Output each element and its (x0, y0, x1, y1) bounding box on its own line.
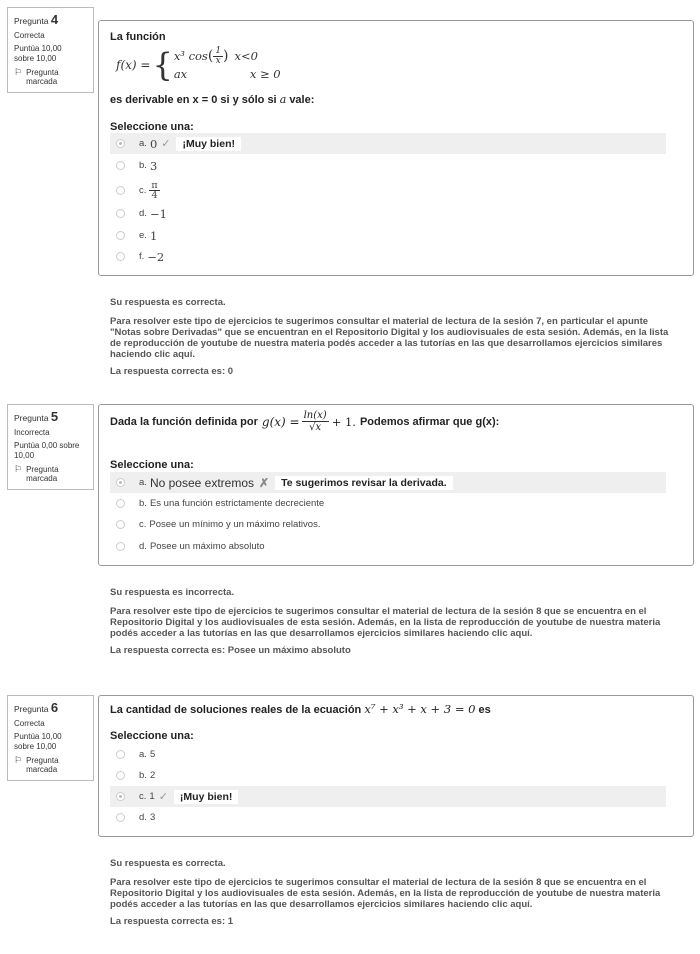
option-letter: f. (139, 251, 145, 262)
option-feedback: Te sugerimos revisar la derivada. (275, 476, 453, 490)
option-letter: a. (139, 477, 147, 488)
question-number-value: 4 (50, 12, 59, 27)
grade-line: sobre 10,00 (14, 742, 57, 751)
question-box-4 (98, 20, 694, 276)
stem-text: Dada la función definida por (110, 416, 258, 428)
option-letter: b. (139, 498, 147, 509)
stem-tail: Podemos afirmar que g(x): (359, 416, 500, 428)
correct-answer-text: La respuesta correcta es: 0 (110, 366, 234, 377)
case-2-expr: ax (173, 67, 188, 81)
option-value: −2 (147, 249, 165, 264)
question-stem (110, 702, 491, 716)
check-icon: ✓ (161, 138, 171, 150)
question-status: Correcta (14, 31, 45, 40)
case-1-cond: x<0 (234, 49, 258, 63)
stem-tail: vale: (289, 94, 315, 106)
option-value: Es una función estrictamente decreciente (149, 498, 325, 509)
check-icon: ✓ (158, 791, 168, 803)
option-value: Posee un máximo absoluto (149, 541, 265, 552)
question-label: Pregunta (14, 16, 49, 26)
case-1-expr: x³ cos (173, 49, 208, 63)
advice-text: Para resolver este tipo de ejercicios te sugerimos consultar el material de lectura de la sesión 8 que se encuentra en el Repositorio Digital y los audiovisuales de esta sesión. Además, en la lista de reproducción de youtube de nuestra materia podés acceder a las tutorías en las que desarrollamos ejercicios similares haciendo clic aquí. (110, 877, 661, 910)
question-grade (14, 732, 87, 752)
radio-button[interactable] (116, 542, 125, 551)
fraction-num: ln(x) (303, 410, 327, 421)
brace: { (152, 46, 173, 84)
radio-button[interactable] (116, 231, 125, 240)
question-status: Correcta (14, 719, 45, 728)
case-2 (174, 66, 281, 83)
stem-text: La cantidad de soluciones reales de la ecuación (110, 704, 362, 716)
option-letter: c. (139, 519, 147, 530)
question-feedback-6 (110, 858, 670, 927)
grade-line: Puntúa 0,00 sobre (14, 441, 80, 450)
radio-button[interactable] (116, 499, 125, 508)
option-value: 1 (149, 228, 158, 243)
answer-option[interactable] (110, 155, 666, 176)
radio-button[interactable] (116, 771, 125, 780)
option-letter: b. (139, 770, 147, 781)
flag-icon: ⚐ (14, 67, 23, 77)
radio-button[interactable] (116, 161, 125, 170)
question-grade (14, 44, 87, 64)
fraction (149, 181, 159, 201)
question-feedback-4 (110, 297, 670, 377)
radio-button[interactable] (116, 813, 125, 822)
option-value: 3 (149, 158, 158, 173)
fraction-num: π (151, 179, 158, 191)
select-label: Seleccione una: (110, 730, 194, 742)
option-feedback: ¡Muy bien! (174, 790, 239, 804)
option-feedback: ¡Muy bien! (176, 137, 241, 151)
question-stem (110, 411, 499, 433)
flag-label: Pregunta (26, 68, 59, 77)
answer-option[interactable] (110, 178, 666, 203)
select-label: Seleccione una: (110, 121, 194, 133)
answer-option[interactable] (110, 133, 666, 154)
option-value: −1 (149, 206, 167, 221)
flag-icon: ⚐ (14, 755, 23, 765)
option-value: 3 (149, 812, 156, 823)
option-letter: a. (139, 749, 147, 760)
flag-icon: ⚐ (14, 464, 23, 474)
cross-icon: ✗ (259, 475, 270, 490)
question-number (14, 700, 87, 715)
equation: x⁷ + x³ + x + 3 = 0 (364, 702, 476, 716)
stem-tail: es (478, 704, 491, 716)
advice-text: Para resolver este tipo de ejercicios te sugerimos consultar el material de lectura de la sesión 8 que se encuentra en el Repositorio Digital y los audiovisuales de esta sesión. Además, en la lista de reproducción de youtube de nuestra materia podés acceder a las tutorías en las que desarrollamos ejercicios similares haciendo clic aquí. (110, 606, 661, 639)
stem-plus: + 1. (331, 415, 356, 429)
answer-option[interactable] (110, 472, 666, 493)
question-grade (14, 441, 87, 461)
question-box-6 (98, 695, 694, 837)
fraction-den: 4 (151, 190, 158, 201)
option-value: 1 (149, 791, 155, 802)
radio-button[interactable] (116, 750, 125, 759)
question-info-5 (7, 404, 94, 490)
question-status: Incorrecta (14, 428, 50, 437)
paren: ( (207, 48, 214, 64)
flag-question-button[interactable] (14, 756, 87, 774)
flag-label: Pregunta (26, 465, 59, 474)
answer-option[interactable] (110, 493, 666, 514)
option-value: No posee extremos (149, 475, 254, 490)
radio-button[interactable] (116, 209, 125, 218)
result-text: Su respuesta es correcta. (110, 297, 226, 308)
fraction (213, 47, 223, 66)
option-value: 2 (149, 770, 156, 781)
flag-label: marcada (26, 77, 58, 86)
option-letter: d. (139, 541, 147, 552)
fraction (302, 411, 329, 433)
question-label: Pregunta (14, 413, 49, 423)
flag-label: Pregunta (26, 756, 59, 765)
correct-answer-text: La respuesta correcta es: Posee un máximo absoluto (110, 645, 351, 656)
question-box-5 (98, 404, 694, 566)
case-1 (174, 47, 281, 66)
flag-question-button[interactable] (14, 465, 87, 483)
answer-option[interactable] (110, 536, 666, 557)
function-name: g(x) = (261, 415, 300, 429)
option-letter: a. (139, 138, 147, 149)
answer-option[interactable] (110, 807, 666, 828)
radio-button[interactable] (116, 186, 125, 195)
cases (174, 47, 281, 83)
function-name: f(x) = (116, 58, 151, 72)
question-number-value: 6 (50, 700, 59, 715)
select-label: Seleccione una: (110, 459, 194, 471)
question-label: Pregunta (14, 704, 49, 714)
option-letter: c. (139, 791, 147, 802)
radio-button[interactable] (116, 520, 125, 529)
answer-option[interactable] (110, 786, 666, 807)
question-intro: La función (110, 31, 166, 43)
piecewise-function (116, 47, 281, 83)
option-letter: d. (139, 812, 147, 823)
answer-option[interactable] (110, 744, 666, 765)
answer-option[interactable] (110, 514, 666, 535)
correct-answer-text: La respuesta correcta es: 1 (110, 916, 234, 927)
stem-variable: a (279, 93, 287, 106)
radio-button[interactable] (116, 478, 125, 487)
option-value: 5 (149, 749, 156, 760)
fraction-den: x (215, 56, 221, 66)
option-letter: b. (139, 160, 147, 171)
result-text: Su respuesta es incorrecta. (110, 587, 235, 598)
answer-option[interactable] (110, 203, 666, 224)
question-number (14, 409, 87, 424)
question-stem (110, 93, 314, 106)
radio-button[interactable] (116, 792, 125, 801)
case-2-cond: x ≥ 0 (249, 67, 281, 81)
answer-option[interactable] (110, 246, 666, 267)
flag-label: marcada (26, 474, 58, 483)
fraction-num: 1 (215, 46, 222, 56)
advice-text: Para resolver este tipo de ejercicios te sugerimos consultar el material de lectura de la sesión 7, en particular el apunte "Notas sobre Derivadas" que se encuentran en el Repositorio Digital y los audiovisuales de esta sesión. Además, en la lista de reproducción de youtube de nuestra materia podés acceder a las tutorías en las que desarrollamos ejercicios similares haciendo clic aquí. (110, 316, 669, 360)
flag-question-button[interactable] (14, 68, 87, 86)
fraction-den: √x (309, 422, 322, 433)
question-info-6 (7, 695, 94, 781)
option-letter: e. (139, 230, 147, 241)
question-number-value: 5 (50, 409, 59, 424)
grade-line: Puntúa 10,00 (14, 44, 62, 53)
option-value: Posee un mínimo y un máximo relativos. (149, 519, 321, 530)
question-feedback-5 (110, 587, 670, 656)
radio-button[interactable] (116, 252, 125, 261)
option-letter: d. (139, 208, 147, 219)
answer-option[interactable] (110, 765, 666, 786)
paren: ) (223, 48, 229, 64)
grade-line: Puntúa 10,00 (14, 732, 62, 741)
grade-line: sobre 10,00 (14, 54, 57, 63)
result-text: Su respuesta es correcta. (110, 858, 226, 869)
option-letter: c. (139, 185, 147, 196)
option-value: 0 (149, 136, 158, 151)
grade-line: 10,00 (14, 451, 35, 460)
stem-text: es derivable en x = 0 si y sólo si (110, 94, 277, 106)
answer-option[interactable] (110, 225, 666, 246)
flag-label: marcada (26, 765, 58, 774)
radio-button[interactable] (116, 139, 125, 148)
question-info-4 (7, 7, 94, 93)
question-number (14, 12, 87, 27)
